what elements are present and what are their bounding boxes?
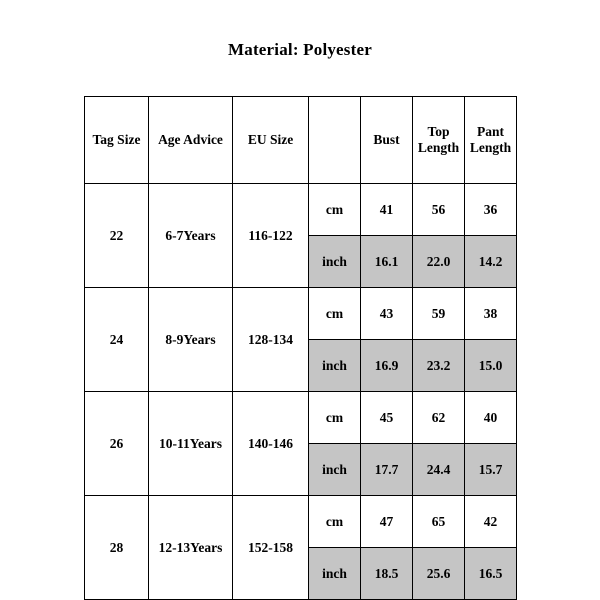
header-tag-size: Tag Size <box>85 97 149 184</box>
size-chart-table <box>84 96 517 600</box>
cell-unit-inch: inch <box>309 340 361 392</box>
cell-bust-cm: 45 <box>361 392 413 444</box>
cell-bust-cm: 41 <box>361 184 413 236</box>
cell-unit-inch: inch <box>309 444 361 496</box>
cell-bust-inch: 18.5 <box>361 548 413 600</box>
cell-age-advice: 6-7Years <box>149 184 233 288</box>
header-pant-length <box>465 97 517 184</box>
cell-pant-length-inch: 16.5 <box>465 548 517 600</box>
table-row <box>85 496 517 548</box>
header-age-advice: Age Advice <box>149 97 233 184</box>
header-top-length-line2: Length <box>417 140 460 155</box>
table-row <box>85 184 517 236</box>
cell-top-length-inch: 24.4 <box>413 444 465 496</box>
header-top-length-line1: Top <box>427 124 450 140</box>
header-eu-size: EU Size <box>233 97 309 184</box>
cell-bust-cm: 47 <box>361 496 413 548</box>
cell-top-length-inch: 25.6 <box>413 548 465 600</box>
cell-pant-length-cm: 40 <box>465 392 517 444</box>
cell-top-length-cm: 65 <box>413 496 465 548</box>
cell-pant-length-inch: 15.7 <box>465 444 517 496</box>
cell-eu-size: 128-134 <box>233 288 309 392</box>
header-unit <box>309 97 361 184</box>
cell-top-length-cm: 56 <box>413 184 465 236</box>
cell-top-length-inch: 23.2 <box>413 340 465 392</box>
cell-top-length-cm: 59 <box>413 288 465 340</box>
cell-pant-length-cm: 38 <box>465 288 517 340</box>
cell-tag-size: 24 <box>85 288 149 392</box>
cell-bust-inch: 17.7 <box>361 444 413 496</box>
cell-tag-size: 26 <box>85 392 149 496</box>
cell-pant-length-inch: 14.2 <box>465 236 517 288</box>
cell-age-advice: 8-9Years <box>149 288 233 392</box>
cell-bust-inch: 16.1 <box>361 236 413 288</box>
cell-tag-size: 22 <box>85 184 149 288</box>
cell-eu-size: 116-122 <box>233 184 309 288</box>
header-bust: Bust <box>361 97 413 184</box>
cell-unit-cm: cm <box>309 392 361 444</box>
cell-eu-size: 140-146 <box>233 392 309 496</box>
header-pant-length-line2: Length <box>469 140 512 155</box>
cell-unit-inch: inch <box>309 548 361 600</box>
cell-unit-inch: inch <box>309 236 361 288</box>
cell-pant-length-cm: 42 <box>465 496 517 548</box>
cell-top-length-inch: 22.0 <box>413 236 465 288</box>
page-title: Material: Polyester <box>228 40 372 59</box>
cell-unit-cm: cm <box>309 184 361 236</box>
table-row <box>85 288 517 340</box>
cell-bust-inch: 16.9 <box>361 340 413 392</box>
cell-bust-cm: 43 <box>361 288 413 340</box>
cell-age-advice: 12-13Years <box>149 496 233 600</box>
cell-tag-size: 28 <box>85 496 149 600</box>
cell-eu-size: 152-158 <box>233 496 309 600</box>
cell-age-advice: 10-11Years <box>149 392 233 496</box>
cell-top-length-cm: 62 <box>413 392 465 444</box>
cell-unit-cm: cm <box>309 496 361 548</box>
header-pant-length-line1: Pant <box>477 124 504 140</box>
table-row <box>85 392 517 444</box>
cell-unit-cm: cm <box>309 288 361 340</box>
cell-pant-length-inch: 15.0 <box>465 340 517 392</box>
cell-pant-length-cm: 36 <box>465 184 517 236</box>
table-header-row <box>85 97 517 184</box>
header-top-length <box>413 97 465 184</box>
